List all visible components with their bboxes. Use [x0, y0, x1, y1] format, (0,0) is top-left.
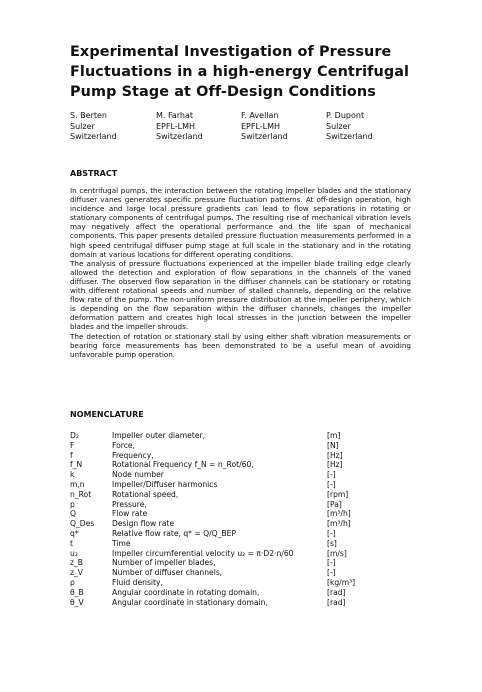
abstract-body [70, 186, 411, 359]
title-line: Fluctuations in a high-energy Centrifugal [70, 64, 410, 80]
author-name: M. Farhat [156, 111, 194, 120]
nomenclature-symbol: z_B [70, 558, 83, 568]
nomenclature-symbol: D₂ [70, 431, 79, 440]
nomenclature-symbol: k [70, 470, 75, 480]
nomenclature-unit: [m³/h] [327, 519, 351, 529]
nomenclature-unit: [N] [327, 440, 339, 450]
nomenclature-heading: NOMENCLATURE [70, 410, 144, 419]
nomenclature-symbol: m,n [70, 479, 85, 489]
nomenclature-symbol: z_V [70, 568, 83, 578]
nomenclature-row [70, 568, 370, 578]
author-1 [70, 111, 160, 143]
nomenclature-description: Number of diffuser channels, [112, 568, 223, 578]
author-org: Sulzer [70, 121, 95, 131]
abstract-paragraph: In centrifugal pumps, the interaction between the rotating impeller blades and the stationary diffuser vanes generates specific pressure fluctuation patterns. At off-design operation, high incidence and large local pressure gradients can lead to flow separations in rotating or stationary components of centrifugal pumps. The resulting rise of mechanical vibration levels may negatively affect the operational performance and the life span of mechanical components. This paper presents detailed pressure fluctuation measurements performed in a high speed centrifugal diffuser pump stage at full scale in the stationary and in the rotating domain at various locations for different operating conditions. [70, 186, 411, 259]
abstract-heading: ABSTRACT [70, 169, 118, 178]
nomenclature-unit: [-] [327, 528, 336, 538]
nomenclature-symbol: Q_Des [70, 519, 95, 529]
nomenclature-description: Design flow rate [112, 519, 175, 529]
nomenclature-description: Rotational speed, [112, 489, 179, 499]
nomenclature-row [70, 529, 370, 539]
nomenclature-unit: [rad] [327, 587, 346, 597]
nomenclature-unit: [Pa] [327, 499, 342, 509]
nomenclature-row [70, 480, 370, 490]
author-org: EPFL-LMH [156, 121, 196, 131]
nomenclature-description: Angular coordinate in stationary domain, [112, 597, 268, 607]
author-org: EPFL-LMH [241, 121, 281, 131]
nomenclature-row [70, 509, 370, 519]
nomenclature-description: Number of impeller blades, [112, 558, 216, 568]
nomenclature-description: Rotational Frequency f_N = n_Rot/60, [112, 460, 254, 470]
nomenclature-symbol: θ_B [70, 587, 84, 597]
abstract-paragraph: The detection of rotation or stationary stall by using either shaft vibration measurements or bearing force measurements has been demonstrated to be a useful mean of avoiding unfavorable pump operation. [70, 331, 411, 359]
nomenclature-symbol: f_N [70, 460, 83, 470]
nomenclature-unit: [m/s] [327, 548, 347, 558]
nomenclature-unit: [-] [327, 568, 336, 578]
nomenclature-unit: [-] [327, 558, 336, 568]
nomenclature-description: Impeller/Diffuser harmonics [112, 479, 218, 489]
nomenclature-unit: [Hz] [327, 460, 343, 470]
author-country: Switzerland [156, 132, 203, 141]
title-line: Pump Stage at Off-Design Conditions [70, 84, 376, 100]
author-name: S. Berten [70, 111, 107, 120]
nomenclature-symbol: q* [70, 528, 79, 538]
author-org: Sulzer [326, 121, 351, 131]
nomenclature-symbol: f [70, 450, 73, 460]
nomenclature-row [70, 539, 370, 549]
author-country: Switzerland [70, 132, 117, 141]
nomenclature-unit: [-] [327, 470, 336, 480]
nomenclature-row [70, 490, 370, 500]
author-country: Switzerland [326, 132, 373, 141]
abstract-paragraph: The analysis of pressure fluctuations experienced at the impeller blade trailing edge clearly allowed the detection and exploration of flow separations in the channels of the vaned diffuser. The observed flow separation in the diffuser channels can be stationary or rotating with different rotational speeds and number of stalled channels, depending on the relative flow rate of the pump. The non-uniform pressure distribution at the impeller periphery, which is depending on the flow separation within the diffuser channels, changes the impeller deformation pattern and creates high local stresses in the junction between the impeller blades and the impeller shrouds. [70, 258, 411, 332]
nomenclature-unit: [-] [327, 479, 336, 489]
nomenclature-row [70, 431, 370, 441]
nomenclature-description: Fluid density, [112, 577, 163, 587]
nomenclature-description: Node number [112, 470, 164, 480]
nomenclature-description: Frequency, [112, 450, 154, 460]
nomenclature-row [70, 500, 370, 510]
nomenclature-row [70, 441, 370, 451]
nomenclature-row [70, 519, 370, 529]
nomenclature-symbol: u₂ [70, 548, 78, 558]
paper-title [70, 42, 430, 102]
nomenclature-description: Impeller outer diameter, [112, 431, 206, 440]
nomenclature-symbol: θ_V [70, 597, 84, 607]
nomenclature-row [70, 470, 370, 480]
nomenclature-row [70, 558, 370, 568]
nomenclature-list [70, 431, 370, 607]
nomenclature-description: Impeller circumferential velocity u₂ = π·D2·n/60 [112, 548, 294, 558]
nomenclature-symbol: F [70, 440, 75, 450]
nomenclature-row [70, 460, 370, 470]
author-name: P. Dupont [326, 111, 365, 120]
nomenclature-symbol: n_Rot [70, 489, 92, 499]
nomenclature-symbol: ρ [70, 577, 75, 587]
nomenclature-unit: [m] [327, 431, 341, 440]
nomenclature-unit: [Hz] [327, 450, 343, 460]
nomenclature-row [70, 451, 370, 461]
nomenclature-symbol: Q [70, 509, 76, 519]
author-2 [156, 111, 246, 143]
nomenclature-symbol: t [70, 538, 73, 548]
nomenclature-row [70, 549, 370, 559]
nomenclature-unit: [m³/h] [327, 509, 351, 519]
author-name: F. Avellan [241, 111, 279, 120]
author-3 [241, 111, 331, 143]
nomenclature-description: Time [112, 538, 131, 548]
nomenclature-row [70, 598, 370, 608]
nomenclature-description: Pressure, [112, 499, 147, 509]
nomenclature-row [70, 588, 370, 598]
nomenclature-symbol: p [70, 499, 75, 509]
nomenclature-description: Angular coordinate in rotating domain, [112, 587, 260, 597]
nomenclature-unit: [rpm] [327, 489, 349, 499]
author-country: Switzerland [241, 132, 288, 141]
nomenclature-unit: [rad] [327, 597, 346, 607]
nomenclature-unit: [s] [327, 538, 337, 548]
nomenclature-description: Relative flow rate, q* = Q/Q_BEP [112, 528, 237, 538]
nomenclature-row [70, 578, 370, 588]
nomenclature-description: Force, [112, 440, 135, 450]
title-line: Experimental Investigation of Pressure [70, 44, 392, 60]
author-4 [326, 111, 416, 143]
nomenclature-description: Flow rate [112, 509, 148, 519]
nomenclature-unit: [kg/m³] [327, 577, 356, 587]
